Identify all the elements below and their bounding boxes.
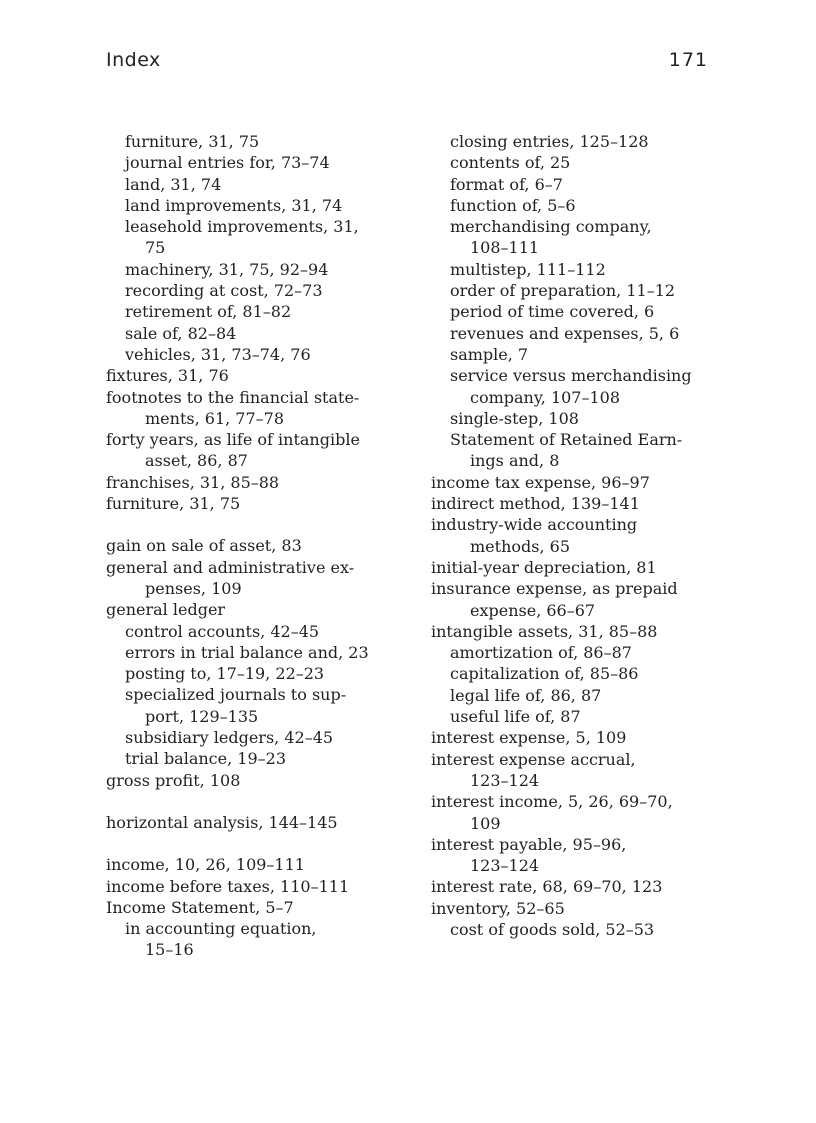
index-subentry: closing entries, 125–128 <box>450 132 649 151</box>
index-entry: general and administrative ex- <box>106 557 355 577</box>
index-subentry: expense, 66–67 <box>470 600 596 620</box>
index-subentry: methods, 65 <box>470 536 570 556</box>
index-subentry: contents of, 25 <box>450 153 571 173</box>
index-entry: fixtures, 31, 76 <box>106 366 229 386</box>
index-subentry: journal entries for, 73–74 <box>125 153 330 173</box>
index-subentry: errors in trial balance and, 23 <box>125 642 369 662</box>
index-subentry: recording at cost, 72–73 <box>125 281 323 301</box>
index-subentry: trial balance, 19–23 <box>125 749 286 769</box>
index-entry: income before taxes, 110–111 <box>106 876 350 896</box>
index-subentry: function of, 5–6 <box>450 195 576 215</box>
index-entry: interest income, 5, 26, 69–70, <box>431 792 673 812</box>
index-entry: interest expense accrual, <box>431 749 636 769</box>
index-subentry: subsidiary ledgers, 42–45 <box>125 728 334 748</box>
index-subentry: Statement of Retained Earn- <box>450 430 683 450</box>
page-number: 171 <box>668 49 708 71</box>
index-subentry: period of time covered, 6 <box>450 302 655 322</box>
index-entry: interest rate, 68, 69–70, 123 <box>431 877 663 897</box>
index-entry: forty years, as life of intangible <box>106 430 360 450</box>
running-header-section: Index <box>106 49 161 71</box>
index-subentry: vehicles, 31, 73–74, 76 <box>125 344 311 364</box>
letter-group-gap <box>106 791 406 812</box>
index-subentry: 123–124 <box>470 770 540 790</box>
index-subentry: machinery, 31, 75, 92–94 <box>125 259 329 279</box>
index-subentry: ings and, 8 <box>470 451 560 471</box>
index-subentry: format of, 6–7 <box>450 174 563 194</box>
index-subentry: cost of goods sold, 52–53 <box>450 919 655 939</box>
index-subentry: specialized journals to sup- <box>125 685 347 705</box>
index-subentry: posting to, 17–19, 22–23 <box>125 664 325 684</box>
index-entry: industry-wide accounting <box>431 515 638 535</box>
index-entry: Income Statement, 5–7 <box>106 897 294 917</box>
index-entry: gain on sale of asset, 83 <box>106 536 302 556</box>
index-subentry: single-step, 108 <box>450 408 579 428</box>
index-subentry: 15–16 <box>145 940 194 960</box>
index-entry: inventory, 52–65 <box>431 898 565 918</box>
index-entry: gross profit, 108 <box>106 770 241 790</box>
index-entry: horizontal analysis, 144–145 <box>106 812 338 832</box>
index-subentry: in accounting equation, <box>125 919 317 939</box>
index-subentry: revenues and expenses, 5, 6 <box>450 323 680 343</box>
letter-group-gap <box>106 833 406 854</box>
index-subentry: 109 <box>470 813 501 833</box>
index-entry: footnotes to the financial state- <box>106 387 360 407</box>
index-entry: income tax expense, 96–97 <box>431 472 650 492</box>
index-subentry: 75 <box>145 238 166 258</box>
index-entry: furniture, 31, 75 <box>106 494 241 514</box>
index-entry: franchises, 31, 85–88 <box>106 472 280 492</box>
index-entry: intangible assets, 31, 85–88 <box>431 621 658 641</box>
index-subentry: multistep, 111–112 <box>450 259 606 279</box>
index-subentry: land, 31, 74 <box>125 174 222 194</box>
index-subentry: capitalization of, 85–86 <box>450 664 639 684</box>
index-subentry: land improvements, 31, 74 <box>125 195 343 215</box>
index-subentry: 108–111 <box>470 238 540 258</box>
index-subentry: amortization of, 86–87 <box>450 643 632 663</box>
index-entry: initial-year depreciation, 81 <box>431 557 657 577</box>
index-entry: income, 10, 26, 109–111 <box>106 855 305 875</box>
index-subentry: furniture, 31, 75 <box>125 132 260 151</box>
index-subentry: order of preparation, 11–12 <box>450 281 676 301</box>
index-subentry: asset, 86, 87 <box>145 451 248 471</box>
index-subentry: service versus merchandising <box>450 366 692 386</box>
index-subentry: legal life of, 86, 87 <box>450 685 602 705</box>
index-subentry: port, 129–135 <box>145 706 259 726</box>
index-entry: indirect method, 139–141 <box>431 494 640 514</box>
index-column-left <box>106 131 406 961</box>
index-subentry: useful life of, 87 <box>450 707 581 727</box>
letter-group-gap <box>106 514 406 535</box>
index-subentry: retirement of, 81–82 <box>125 302 292 322</box>
index-subentry: control accounts, 42–45 <box>125 621 320 641</box>
index-subentry: leasehold improvements, 31, <box>125 217 359 237</box>
index-subentry: ments, 61, 77–78 <box>145 408 285 428</box>
index-subentry: sample, 7 <box>450 344 529 364</box>
index-subentry: sale of, 82–84 <box>125 323 237 343</box>
index-column-right <box>431 131 731 940</box>
index-subentry: merchandising company, <box>450 217 652 237</box>
index-subentry: penses, 109 <box>145 578 242 598</box>
index-entry: interest payable, 95–96, <box>431 834 627 854</box>
index-entry: interest expense, 5, 109 <box>431 728 627 748</box>
index-entry: general ledger <box>106 600 226 620</box>
index-entry: insurance expense, as prepaid <box>431 579 678 599</box>
index-subentry: company, 107–108 <box>470 387 621 407</box>
index-subentry: 123–124 <box>470 856 540 876</box>
